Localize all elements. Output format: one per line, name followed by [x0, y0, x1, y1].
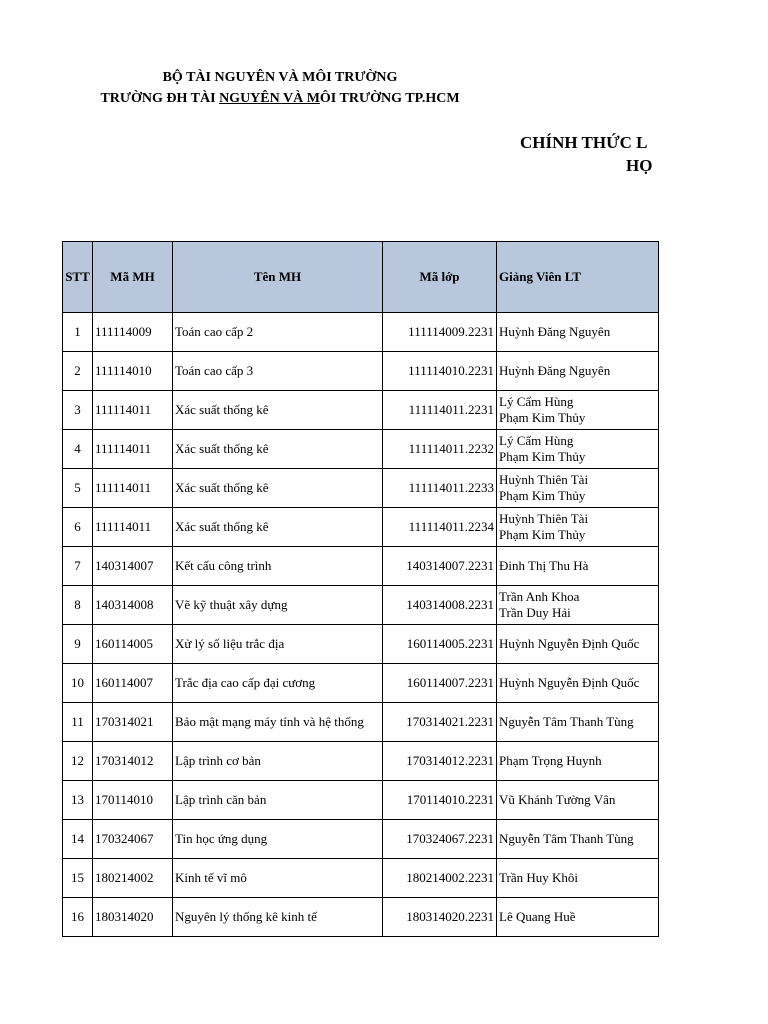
table-row	[63, 430, 659, 469]
cell-giang-vien	[497, 781, 659, 820]
lecturer-name: Trần Huy Khôi	[499, 870, 578, 885]
table-row	[63, 703, 659, 742]
lecturer-name: Huỳnh Nguyễn Định Quốc	[499, 675, 640, 690]
table-row	[63, 547, 659, 586]
cell-ma-lop: 111114011.2233	[383, 469, 497, 508]
cell-giang-vien	[497, 859, 659, 898]
cell-ma-mh: 140314007	[93, 547, 173, 586]
cell-giang-vien	[497, 508, 659, 547]
lecturer-name: Trần Duy Hải	[499, 605, 571, 620]
lecturer-name: Huỳnh Đăng Nguyên	[499, 324, 611, 339]
cell-ma-lop: 111114011.2234	[383, 508, 497, 547]
table-row	[63, 664, 659, 703]
column-header-ten-mh: Tên MH	[173, 242, 383, 313]
cell-giang-vien	[497, 664, 659, 703]
cell-ma-lop: 170324067.2231	[383, 820, 497, 859]
cell-ma-lop: 111114009.2231	[383, 313, 497, 352]
cell-ma-mh: 140314008	[93, 586, 173, 625]
cell-ma-mh: 170314012	[93, 742, 173, 781]
lecturer-name: Phạm Kim Thủy	[499, 449, 586, 464]
lecturer-name: Nguyễn Tâm Thanh Tùng	[499, 831, 634, 846]
cell-ten-mh: Xử lý số liệu trắc địa	[173, 625, 383, 664]
column-header-stt: STT	[63, 242, 93, 313]
cell-ma-mh: 111114011	[93, 430, 173, 469]
table-row	[63, 742, 659, 781]
lecturer-name: Đinh Thị Thu Hà	[499, 558, 589, 573]
cell-ma-mh: 111114011	[93, 469, 173, 508]
cell-giang-vien	[497, 742, 659, 781]
cell-stt: 3	[63, 391, 93, 430]
cell-ma-lop: 140314007.2231	[383, 547, 497, 586]
cell-stt: 15	[63, 859, 93, 898]
table-row	[63, 820, 659, 859]
university-name-part3: ÔI TRƯỜNG TP.HCM	[319, 91, 460, 106]
lecturer-name: Huỳnh Nguyễn Định Quốc	[499, 636, 640, 651]
table-row	[63, 859, 659, 898]
lecturer-name: Phạm Kim Thủy	[499, 488, 586, 503]
column-header-giang-vien: Giảng Viên LT	[497, 242, 659, 313]
table-row	[63, 508, 659, 547]
cell-ma-mh: 160114007	[93, 664, 173, 703]
cell-stt: 9	[63, 625, 93, 664]
table-row	[63, 781, 659, 820]
cell-stt: 7	[63, 547, 93, 586]
cell-giang-vien	[497, 820, 659, 859]
cell-ma-mh: 111114010	[93, 352, 173, 391]
cell-giang-vien	[497, 625, 659, 664]
university-name-part2: NGUYÊN VÀ M	[219, 91, 320, 106]
cell-ma-lop: 180214002.2231	[383, 859, 497, 898]
cell-ten-mh: Kết cấu công trình	[173, 547, 383, 586]
lecturer-name: Trần Anh Khoa	[499, 589, 580, 604]
lecturer-name: Phạm Kim Thủy	[499, 527, 586, 542]
table-row	[63, 625, 659, 664]
table-row	[63, 352, 659, 391]
cell-giang-vien	[497, 313, 659, 352]
cell-stt: 10	[63, 664, 93, 703]
lecturer-name: Lý Cẩm Hùng	[499, 394, 574, 409]
cell-stt: 6	[63, 508, 93, 547]
cell-ten-mh: Bảo mật mạng máy tính và hệ thống	[173, 703, 383, 742]
cell-ma-mh: 160114005	[93, 625, 173, 664]
cell-ma-lop: 111114010.2231	[383, 352, 497, 391]
table-row	[63, 898, 659, 937]
cell-ten-mh: Tin học ứng dụng	[173, 820, 383, 859]
document-title-line2: HỌ	[626, 156, 653, 175]
cell-ten-mh: Xác suất thống kê	[173, 508, 383, 547]
table-body	[63, 313, 659, 937]
cell-giang-vien	[497, 586, 659, 625]
cell-ten-mh: Kinh tế vĩ mô	[173, 859, 383, 898]
cell-ma-lop: 140314008.2231	[383, 586, 497, 625]
cell-ma-lop: 170314012.2231	[383, 742, 497, 781]
cell-ten-mh: Vẽ kỹ thuật xây dựng	[173, 586, 383, 625]
ministry-name: BỘ TÀI NGUYÊN VÀ MÔI TRƯỜNG	[162, 70, 398, 85]
cell-giang-vien	[497, 898, 659, 937]
cell-giang-vien	[497, 430, 659, 469]
cell-ten-mh: Lập trình căn bản	[173, 781, 383, 820]
cell-ten-mh: Nguyên lý thống kê kinh tế	[173, 898, 383, 937]
cell-ma-lop: 180314020.2231	[383, 898, 497, 937]
lecturer-name: Nguyễn Tâm Thanh Tùng	[499, 714, 634, 729]
cell-ma-lop: 160114007.2231	[383, 664, 497, 703]
lecturer-name: Phạm Kim Thủy	[499, 410, 586, 425]
cell-ten-mh: Xác suất thống kê	[173, 391, 383, 430]
cell-stt: 14	[63, 820, 93, 859]
cell-ma-mh: 111114011	[93, 508, 173, 547]
cell-giang-vien	[497, 352, 659, 391]
university-name	[0, 91, 560, 107]
table-row	[63, 469, 659, 508]
table-row	[63, 313, 659, 352]
cell-stt: 12	[63, 742, 93, 781]
document-title-line1: CHÍNH THỨC L	[520, 133, 648, 152]
cell-ma-mh: 111114011	[93, 391, 173, 430]
table-header-row	[63, 242, 659, 313]
lecturer-name: Huỳnh Thiên Tài	[499, 472, 589, 487]
table-row	[63, 391, 659, 430]
cell-ma-mh: 180314020	[93, 898, 173, 937]
cell-ten-mh: Lập trình cơ bản	[173, 742, 383, 781]
cell-giang-vien	[497, 391, 659, 430]
cell-stt: 11	[63, 703, 93, 742]
cell-ten-mh: Toán cao cấp 3	[173, 352, 383, 391]
column-header-ma-mh: Mã MH	[93, 242, 173, 313]
lecturer-name: Huỳnh Đăng Nguyên	[499, 363, 611, 378]
cell-stt: 13	[63, 781, 93, 820]
cell-ten-mh: Trắc địa cao cấp đại cương	[173, 664, 383, 703]
cell-stt: 8	[63, 586, 93, 625]
cell-ten-mh: Toán cao cấp 2	[173, 313, 383, 352]
cell-ma-mh: 170324067	[93, 820, 173, 859]
cell-giang-vien	[497, 703, 659, 742]
table-row	[63, 586, 659, 625]
cell-stt: 1	[63, 313, 93, 352]
column-header-ma-lop: Mã lớp	[383, 242, 497, 313]
lecturer-name: Vũ Khánh Tường Vân	[499, 792, 616, 807]
cell-giang-vien	[497, 469, 659, 508]
cell-ten-mh: Xác suất thống kê	[173, 469, 383, 508]
cell-stt: 5	[63, 469, 93, 508]
lecturer-name: Lê Quang Huề	[499, 909, 576, 924]
cell-ten-mh: Xác suất thống kê	[173, 430, 383, 469]
cell-giang-vien	[497, 547, 659, 586]
cell-ma-lop: 111114011.2232	[383, 430, 497, 469]
cell-ma-mh: 180214002	[93, 859, 173, 898]
cell-stt: 4	[63, 430, 93, 469]
cell-ma-mh: 111114009	[93, 313, 173, 352]
cell-ma-mh: 170114010	[93, 781, 173, 820]
cell-ma-mh: 170314021	[93, 703, 173, 742]
cell-stt: 16	[63, 898, 93, 937]
university-name-part1: TRƯỜNG ĐH TÀI	[100, 91, 220, 106]
cell-ma-lop: 160114005.2231	[383, 625, 497, 664]
cell-ma-lop: 111114011.2231	[383, 391, 497, 430]
cell-ma-lop: 170314021.2231	[383, 703, 497, 742]
lecturer-name: Phạm Trọng Huynh	[499, 753, 602, 768]
cell-stt: 2	[63, 352, 93, 391]
lecturer-name: Huỳnh Thiên Tài	[499, 511, 589, 526]
class-schedule-table	[62, 241, 659, 937]
lecturer-name: Lý Cẩm Hùng	[499, 433, 574, 448]
cell-ma-lop: 170114010.2231	[383, 781, 497, 820]
